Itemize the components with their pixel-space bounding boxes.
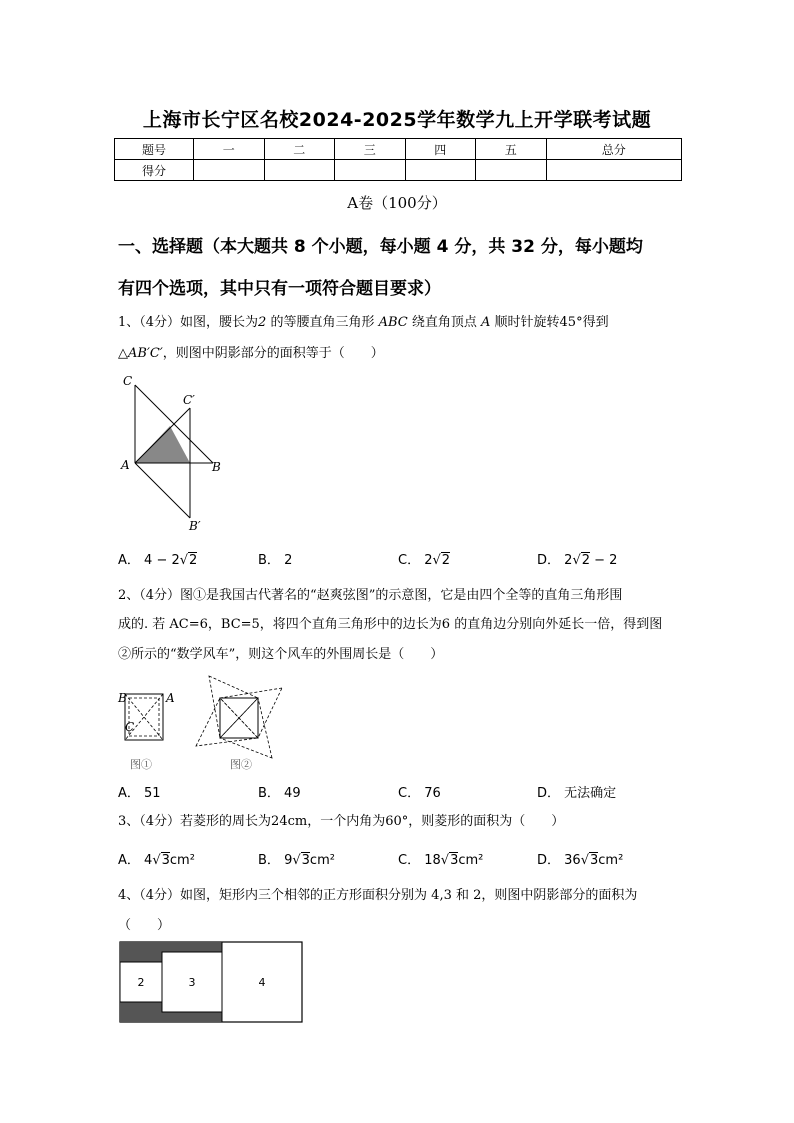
score-input-cell[interactable] xyxy=(405,160,476,181)
shaded-region xyxy=(162,1012,222,1022)
shaded-region xyxy=(162,942,222,952)
q3-option-c[interactable]: C． 18√3cm² xyxy=(398,853,484,868)
q3-option-a[interactable]: A． 4√3cm² xyxy=(118,853,195,868)
table-cell: 四 xyxy=(405,139,476,160)
label-C: C xyxy=(123,374,133,388)
fig1-caption: 图① xyxy=(130,758,152,771)
page-title: 上海市长宁区名校2024-2025学年数学九上开学联考试题 xyxy=(142,109,652,131)
q1-figure xyxy=(115,370,225,535)
square-label-3: 3 xyxy=(188,976,196,989)
label-B-prime: B′ xyxy=(189,519,201,533)
score-input-cell[interactable] xyxy=(546,160,682,181)
q1-option-d[interactable]: D． 2√2 − 2 xyxy=(537,553,618,568)
q2-text-line3: ②所示的“数学风车”，则这个风车的外围周长是（ ） xyxy=(118,647,444,662)
q1-option-c[interactable]: C． 2√2 xyxy=(398,553,451,568)
q3-text: 3、（4分）若菱形的周长为24cm，一个内角为60°，则菱形的面积为（ ） xyxy=(118,814,565,829)
section-heading-line2: 有四个选项，其中只有一项符合题目要求） xyxy=(118,279,441,299)
q3-option-b[interactable]: B． 9√3cm² xyxy=(258,853,335,868)
table-cell: 三 xyxy=(335,139,406,160)
table-cell: 得分 xyxy=(115,160,194,181)
shaded-region xyxy=(120,1002,162,1022)
section-heading-line1: 一、选择题（本大题共 8 个小题，每小题 4 分，共 32 分，每小题均 xyxy=(118,237,643,257)
q1-text-line2: △AB′C′，则图中阴影部分的面积等于（ ） xyxy=(118,346,384,361)
table-cell: 题号 xyxy=(115,139,194,160)
fig1-label-C: C xyxy=(125,720,135,734)
q1-text-line1: 1、（4分）如图，腰长为2 的等腰直角三角形 ABC 绕直角顶点 A 顺时针旋转45°得到 xyxy=(118,315,609,330)
table-row xyxy=(115,160,682,181)
score-input-cell[interactable] xyxy=(264,160,335,181)
table-cell: 一 xyxy=(194,139,265,160)
q2-option-a[interactable]: A． 51 xyxy=(118,786,161,801)
q2-option-b[interactable]: B． 49 xyxy=(258,786,301,801)
fig1-label-B: B xyxy=(118,691,127,705)
q2-option-d[interactable]: D． 无法确定 xyxy=(537,786,617,801)
table-row xyxy=(115,139,682,160)
q4-figure xyxy=(119,941,305,1025)
table-cell: 总分 xyxy=(546,139,682,160)
fig1-label-A: A xyxy=(166,691,175,705)
q2-figures xyxy=(112,674,292,774)
q2-text-line2: 成的. 若 AC=6，BC=5，将四个直角三角形中的边长为6 的直角边分别向外延长一倍，得到图 xyxy=(118,617,663,632)
q2-text-line1: 2、（4分）图①是我国古代著名的“赵爽弦图”的示意图，它是由四个全等的直角三角形围 xyxy=(118,588,623,603)
q1-option-b[interactable]: B． 2 xyxy=(258,553,293,568)
square-label-4: 4 xyxy=(258,976,266,989)
square-label-2: 2 xyxy=(137,976,145,989)
q2-option-c[interactable]: C． 76 xyxy=(398,786,441,801)
fig2-caption: 图② xyxy=(230,758,252,771)
label-C-prime: C′ xyxy=(183,393,195,407)
q4-text-line1: 4、（4分）如图，矩形内三个相邻的正方形面积分别为 4,3 和 2，则图中阴影部分的面积为 xyxy=(118,888,638,903)
score-input-cell[interactable] xyxy=(194,160,265,181)
q3-option-d[interactable]: D． 36√3cm² xyxy=(537,853,624,868)
volume-heading: A卷（100分） xyxy=(347,194,447,212)
label-B: B xyxy=(212,460,221,474)
q4-text-line2: （ ） xyxy=(118,918,171,933)
score-input-cell[interactable] xyxy=(335,160,406,181)
table-cell: 五 xyxy=(476,139,547,160)
q1-option-a[interactable]: A． 4 − 2√2 xyxy=(118,553,198,568)
shaded-region xyxy=(120,942,162,962)
label-A: A xyxy=(121,458,130,472)
score-input-cell[interactable] xyxy=(476,160,547,181)
table-cell: 二 xyxy=(264,139,335,160)
score-table xyxy=(114,138,682,181)
